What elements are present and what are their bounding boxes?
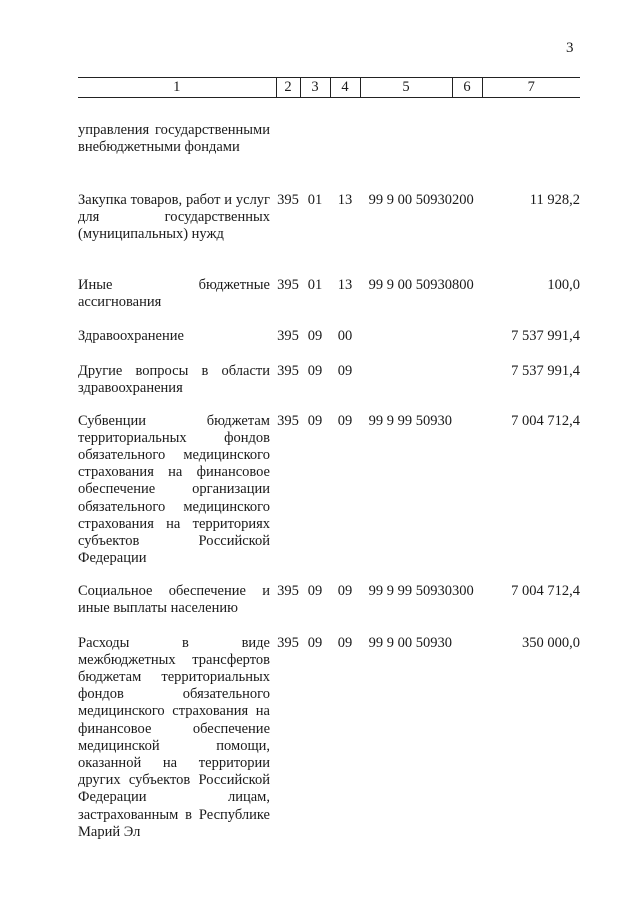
row-c2: 395 (277, 191, 299, 208)
row-c5 (360, 98, 452, 192)
row-c5: 99 9 99 50930 (368, 582, 452, 599)
row-c6: 200 (452, 191, 474, 208)
row-c6 (452, 328, 482, 363)
page-number: 3 (566, 40, 574, 56)
row-c4: 09 (337, 582, 353, 599)
header-row (78, 78, 580, 98)
row-name: Субвенции бюджетам территориальных фондов обязательного медицинского страхования на финансовое обеспечение организации обязательного медицинского страхования на территориях субъектов Российской Федерации (78, 412, 270, 567)
row-c6 (452, 98, 482, 192)
row-name: Здравоохранение (78, 327, 184, 344)
row-c3: 09 (307, 412, 323, 429)
row-c4: 00 (337, 327, 353, 344)
row-name: Закупка товаров, работ и услуг для государственных (муниципальных) нужд (78, 191, 270, 242)
row-c2: 395 (277, 582, 299, 599)
row-c3: 09 (307, 327, 323, 344)
col-header-1: 1 (78, 78, 276, 98)
row-c3 (300, 98, 330, 192)
row-c2: 395 (277, 412, 299, 429)
table-row (78, 635, 580, 841)
row-c2: 395 (277, 276, 299, 293)
row-c7: 100,0 (547, 276, 580, 293)
row-c7: 350 000,0 (522, 634, 580, 651)
table-row (78, 98, 580, 192)
budget-table (78, 77, 580, 841)
col-header-4: 4 (330, 78, 360, 98)
row-c5: 99 9 00 50930 (368, 276, 452, 293)
col-header-2: 2 (276, 78, 300, 98)
row-c6: 800 (452, 276, 474, 293)
row-c5 (360, 363, 452, 413)
col-header-3: 3 (300, 78, 330, 98)
table-row (78, 277, 580, 328)
row-name: Социальное обеспечение и иные выплаты населению (78, 582, 270, 616)
row-c2 (276, 98, 300, 192)
row-c5: 99 9 99 50930 (368, 412, 452, 429)
row-c4: 09 (337, 634, 353, 651)
row-c4: 13 (337, 191, 353, 208)
row-name: Иные бюджетные ассигнования (78, 276, 270, 310)
col-header-6: 6 (452, 78, 482, 98)
table-row (78, 363, 580, 413)
table-row (78, 583, 580, 635)
row-c5: 99 9 00 50930 (368, 191, 452, 208)
row-c4: 09 (337, 412, 353, 429)
row-c3: 01 (307, 276, 323, 293)
row-c5 (360, 328, 452, 363)
row-c6: 300 (452, 582, 474, 599)
row-c6 (452, 635, 482, 841)
table-row (78, 328, 580, 363)
row-c7: 11 928,2 (529, 191, 580, 208)
row-c7: 7 537 991,4 (511, 327, 580, 344)
row-c7: 7 004 712,4 (511, 582, 580, 599)
row-name: Другие вопросы в области здравоохранения (78, 362, 270, 396)
row-name: Расходы в виде межбюджетных трансфертов бюджетам территориальных фондов обязательного медицинского страхования на финансовое обеспечение медицинской помощи, оказанной на территории других субъектов Российской Федерации лицам, застрахованным в Республике Марий Эл (78, 634, 270, 840)
row-c3: 09 (307, 582, 323, 599)
table-row (78, 413, 580, 583)
row-c5: 99 9 00 50930 (368, 634, 452, 651)
col-header-5: 5 (360, 78, 452, 98)
row-c4 (330, 98, 360, 192)
row-c3: 09 (307, 362, 323, 379)
row-c3: 09 (307, 634, 323, 651)
table-row (78, 192, 580, 277)
row-c2: 395 (277, 362, 299, 379)
row-c7: 7 004 712,4 (511, 412, 580, 429)
row-c7: 7 537 991,4 (511, 362, 580, 379)
row-name: управления государственными внебюджетными фондами (78, 122, 270, 156)
col-header-7: 7 (482, 78, 580, 98)
row-c2: 395 (277, 634, 299, 651)
row-c3: 01 (307, 191, 323, 208)
row-c7 (482, 98, 580, 192)
row-c4: 09 (337, 362, 353, 379)
row-c4: 13 (337, 276, 353, 293)
row-c6 (452, 363, 482, 413)
row-c2: 395 (277, 327, 299, 344)
row-c6 (452, 413, 482, 583)
